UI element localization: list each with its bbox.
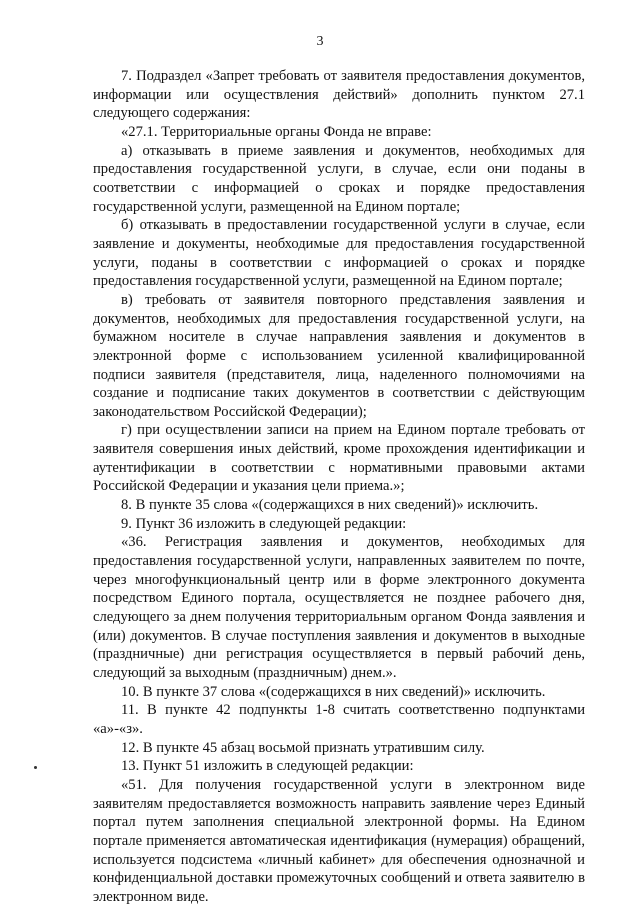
paragraph-13: 13. Пункт 51 изложить в следующей редакции: [121,758,414,775]
paragraph-36: «36. Регистрация заявления и документов, необходимых для предоставления государственной услуги, направленных заявителем по почте, через многофункциональный центр или в форме электронного документа посредством Единого портала, осуществляется не позднее рабочего дня, следующего за днем получения территориальным органом Фонда заявления и (или) документов. В случае поступления заявления и документов в выходные (праздничные) дни регистрация осуществляется в первый рабочий день, следующий за выходным (праздничным) днем.». [93,534,585,681]
paragraph-7: 7. Подраздел «Запрет требовать от заявителя предоставления документов, информации или осуществления действий» дополнить пунктом 27.1 следующего содержания: [93,68,585,122]
document-body [93,67,585,907]
paragraph-27-1-v: в) требовать от заявителя повторного представления заявления и документов, необходимых для предоставления государственной услуги, на бумажном носителе в случае направления заявления и документов в электронной форме с использованием усиленной квалифицированной подписи заявителя (представителя, лица, наделенного полномочиями на создание и подписание таких документов в соответствии с действующим законодательством Российской Федерации); [93,291,585,420]
paragraph-9: 9. Пункт 36 изложить в следующей редакции: [121,515,407,532]
paragraph-27-1-intro: «27.1. Территориальные органы Фонда не вправе: [121,123,432,140]
scan-speck [34,766,37,769]
paragraph-27-1-b: б) отказывать в предоставлении государственной услуги в случае, если заявление и документы, необходимые для предоставления государственной услуги, поданы в соответствии с информацией о сроках и порядке предоставления государственной услуги, размещенной на Едином портале; [93,217,585,290]
paragraph-11: 11. В пункте 42 подпункты 1-8 считать соответственно подпунктами «а»-«з». [93,702,585,737]
paragraph-27-1-a: а) отказывать в приеме заявления и документов, необходимых для предоставления государственной услуги, в случае, если они поданы в соответствии с информацией о сроках и порядке предоставления государственной услуги, размещенной на Едином портале; [93,142,585,215]
page-number: 3 [316,34,324,49]
paragraph-8: 8. В пункте 35 слова «(содержащихся в них сведений)» исключить. [121,497,539,514]
paragraph-10: 10. В пункте 37 слова «(содержащихся в них сведений)» исключить. [121,683,546,700]
paragraph-51: «51. Для получения государственной услуги в электронном виде заявителям предоставляется возможность направить заявление через Единый портал путем заполнения специальной электронной формы. На Едином портале применяется автоматическая идентификация (нумерация) обращений, используется подсистема «личный кабинет» для обеспечения однозначной и конфиденциальной доставки промежуточных сообщений и ответа заявителю в электронном виде. [93,776,585,905]
paragraph-27-1-g: г) при осуществлении записи на прием на Едином портале требовать от заявителя совершения иных действий, кроме прохождения идентификации и аутентификации в соответствии с нормативными правовыми актами Российской Федерации и указания цели приема.»; [93,422,585,495]
paragraph-12: 12. В пункте 45 абзац восьмой признать утратившим силу. [121,739,485,756]
